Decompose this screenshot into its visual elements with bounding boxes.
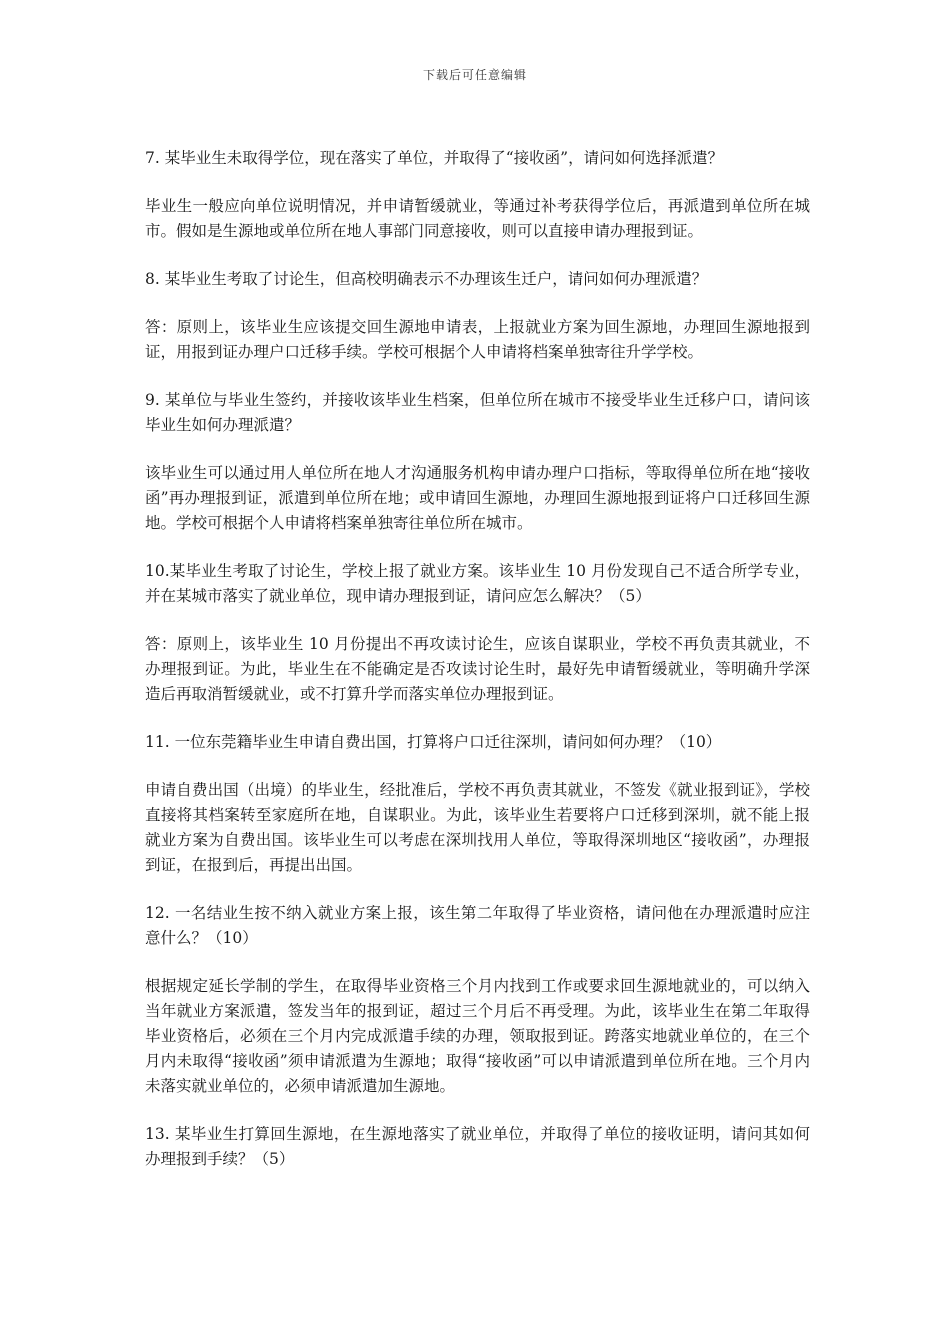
question-10: 10.某毕业生考取了讨论生，学校上报了就业方案。该毕业生 10 月份发现自己不适合所学专业，并在某城市落实了就业单位，现申请办理报到证，请问应怎么解决？（5） xyxy=(145,562,810,605)
question-8: 8. 某毕业生考取了讨论生，但高校明确表示不办理该生迁户，请问如何办理派遣？ xyxy=(145,270,708,288)
question-12: 12. 一名结业生按不纳入就业方案上报，该生第二年取得了毕业资格，请问他在办理派遣时应注意什么？（10） xyxy=(145,904,810,947)
question-7: 7. 某毕业生未取得学位，现在落实了单位，并取得了“接收函”，请问如何选择派遣？ xyxy=(145,149,724,167)
answer-8: 答：原则上，该毕业生应该提交回生源地申请表，上报就业方案为回生源地，办理回生源地报到证，用报到证办理户口迁移手续。学校可根据个人申请将档案单独寄往升学学校。 xyxy=(145,318,810,361)
answer-7: 毕业生一般应向单位说明情况，并申请暂缓就业，等通过补考获得学位后，再派遣到单位所在城市。假如是生源地或单位所在地人事部门同意接收，则可以直接申请办理报到证。 xyxy=(145,197,810,240)
question-11: 11. 一位东莞籍毕业生申请自费出国，打算将户口迁往深圳，请问如何办理？（10） xyxy=(145,733,722,751)
answer-12: 根据规定延长学制的学生，在取得毕业资格三个月内找到工作或要求回生源地就业的，可以纳入当年就业方案派遣，签发当年的报到证，超过三个月后不再受理。为此，该毕业生在第二年取得毕业资格后，必须在三个月内完成派遣手续的办理，领取报到证。跨落实地就业单位的，在三个月内未取得“接收函”须申请派遣为生源地；取得“接收函”可以申请派遣到单位所在地。三个月内未落实就业单位的，必须申请派遣加生源地。 xyxy=(145,977,810,1095)
answer-9: 该毕业生可以通过用人单位所在地人才沟通服务机构申请办理户口指标，等取得单位所在地“接收函”再办理报到证，派遣到单位所在地；或申请回生源地，办理回生源地报到证将户口迁移回生源地。学校可根据个人申请将档案单独寄往单位所在城市。 xyxy=(145,464,810,532)
answer-10: 答：原则上，该毕业生 10 月份提出不再攻读讨论生，应该自谋职业，学校不再负责其就业，不办理报到证。为此，毕业生在不能确定是否攻读讨论生时，最好先申请暂缓就业，等明确升学深造后再取消暂缓就业，或不打算升学而落实单位办理报到证。 xyxy=(145,635,810,703)
header-note: 下载后可任意编辑 xyxy=(422,68,527,82)
answer-11: 申请自费出国（出境）的毕业生，经批准后，学校不再负责其就业，不签发《就业报到证》，学校直接将其档案转至家庭所在地，自谋职业。为此，该毕业生若要将户口迁移到深圳，就不能上报就业方案为自费出国。该毕业生可以考虑在深圳找用人单位，等取得深圳地区“接收函”，办理报到证，在报到后，再提出出国。 xyxy=(145,781,810,874)
document-body xyxy=(145,146,810,1195)
question-13: 13. 某毕业生打算回生源地，在生源地落实了就业单位，并取得了单位的接收证明，请问其如何办理报到手续？（5） xyxy=(145,1125,810,1168)
question-9: 9. 某单位与毕业生签约，并接收该毕业生档案，但单位所在城市不接受毕业生迁移户口，请问该毕业生如何办理派遣？ xyxy=(145,391,810,434)
